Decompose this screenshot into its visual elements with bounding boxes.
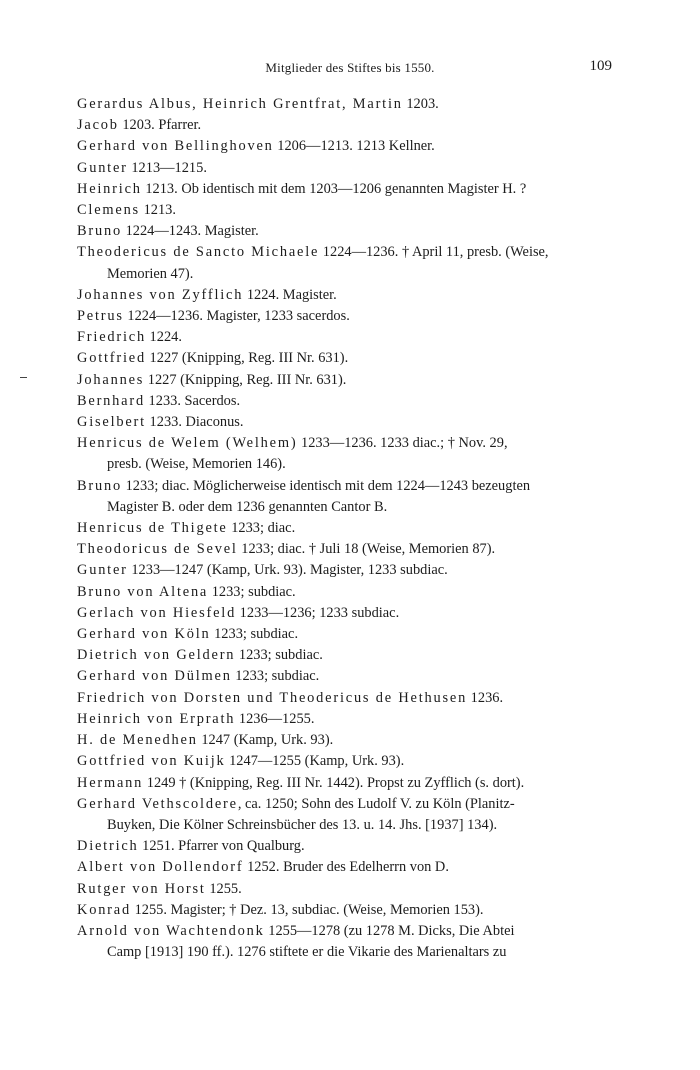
page-header [0, 58, 700, 80]
member-name: Theodericus de Sancto Michaele [77, 244, 320, 261]
member-name: Dietrich [77, 838, 139, 855]
member-details: 1206—1213. 1213 Kellner. [273, 138, 435, 155]
member-details: 1255. [205, 880, 242, 897]
member-name: Bruno [77, 477, 122, 494]
member-entry [77, 751, 615, 772]
member-details: , ca. 1250; Sohn des Ludolf V. zu Köln (Planitz- [237, 795, 515, 812]
member-entry [77, 582, 615, 603]
member-entry [77, 242, 615, 284]
member-entry [77, 158, 615, 179]
member-details: 1251. Pfarrer von Qualburg. [138, 838, 305, 855]
member-name: Gerardus Albus, Heinrich Grentfrat, Martin [77, 96, 403, 112]
member-details: 1213. [139, 202, 176, 219]
member-entry [77, 709, 615, 730]
member-details: 1233—1236. 1233 diac.; † Nov. 29, [297, 435, 508, 452]
member-details: 1247—1255 (Kamp, Urk. 93). [225, 753, 405, 770]
member-entry [77, 730, 615, 751]
member-details-continued: Magister B. oder dem 1236 genannten Cantor B. [107, 498, 388, 515]
member-name: Theodoricus de Sevel [77, 541, 238, 558]
member-details: 1233; subdiac. [208, 583, 296, 600]
member-details: 1233. Diaconus. [145, 414, 244, 431]
member-entry [77, 879, 615, 900]
member-details: 1233—1247 (Kamp, Urk. 93). Magister, 1233 subdiac. [127, 562, 448, 579]
member-name: Jacob [77, 117, 119, 134]
member-details: 1233—1236; 1233 subdiac. [236, 604, 400, 621]
member-name: Petrus [77, 308, 124, 325]
member-details: 1252. Bruder des Edelherrn von D. [243, 859, 449, 876]
member-name: Hermann [77, 774, 144, 791]
member-entry [77, 794, 615, 836]
member-details: 1255. Magister; † Dez. 13, subdiac. (Weise, Memorien 153). [130, 901, 484, 918]
member-details: 1236. [467, 689, 504, 706]
member-details-continued: Memorien 47). [107, 265, 194, 282]
member-details: 1224. Magister. [243, 286, 337, 303]
member-details: 1233; diac. [227, 520, 296, 537]
member-entry [77, 539, 615, 560]
member-entry [77, 179, 615, 200]
member-entry [77, 433, 615, 475]
member-name: Gerlach von Hiesfeld [77, 604, 237, 621]
member-entry [77, 603, 615, 624]
margin-mark [20, 377, 27, 378]
member-name: Gerhard von Köln [77, 626, 211, 643]
member-entry [77, 921, 615, 963]
member-name: Gunter [77, 159, 128, 176]
member-name: Bruno [77, 223, 122, 240]
member-details: 1227 (Knipping, Reg. III Nr. 631). [145, 350, 349, 367]
member-entry [77, 857, 615, 878]
member-name: Konrad [77, 901, 131, 918]
member-entry [77, 688, 615, 709]
member-entry [77, 645, 615, 666]
member-details: 1255—1278 (zu 1278 M. Dicks, Die Abtei [264, 922, 515, 939]
member-name: Bruno von Altena [77, 583, 209, 600]
member-name: Gottfried [77, 350, 146, 367]
member-details: 1224—1236. † April 11, presb. (Weise, [319, 244, 549, 261]
member-details: 1233; subdiac. [231, 668, 320, 685]
member-details: 1224—1243. Magister. [121, 223, 259, 240]
member-name: Gerhard von Bellinghoven [77, 138, 274, 155]
member-details: 1233; diac. Möglicherweise identisch mit dem 1224—1243 bezeugten [121, 477, 531, 494]
member-entry [77, 560, 615, 581]
member-entry [77, 836, 615, 857]
member-name: Johannes [77, 371, 145, 388]
member-entry [77, 900, 615, 921]
member-name: Friedrich [77, 329, 146, 346]
member-details: 1224. [145, 329, 182, 346]
member-entry [77, 327, 615, 348]
member-entry [77, 306, 615, 327]
member-details: 1213—1215. [127, 159, 207, 176]
member-details-continued: Camp [1913] 190 ff.). 1276 stiftete er die Vikarie des Marienaltars zu [107, 944, 507, 961]
member-entry [77, 348, 615, 369]
member-entry [77, 285, 615, 306]
member-name: Clemens [77, 202, 140, 219]
member-name: Friedrich von Dorsten und Theodericus de Hethusen [77, 689, 468, 706]
member-name: Bernhard [77, 392, 145, 409]
member-name: Gerhard von Dülmen [77, 668, 232, 685]
member-entry [77, 370, 615, 391]
member-name: Gerhard Vethscoldere [77, 795, 238, 812]
member-details: 1233; subdiac. [210, 626, 299, 643]
member-entry [77, 412, 615, 433]
member-name: Heinrich [77, 180, 142, 197]
member-details-continued: Buyken, Die Kölner Schreinsbücher des 13. u. 14. Jhs. [1937] 134). [107, 816, 498, 833]
member-name: Heinrich von Erprath [77, 710, 236, 727]
member-name: Giselbert [77, 414, 146, 431]
member-name: Albert von Dollendorf [77, 859, 244, 876]
member-name: Henricus de Welem (Welhem) [77, 435, 298, 452]
member-details: 1233; diac. † Juli 18 (Weise, Memorien 87). [237, 541, 496, 558]
member-details: 1236—1255. [235, 710, 315, 727]
member-details: 1247 (Kamp, Urk. 93). [197, 732, 334, 749]
page-number: 109 [589, 58, 612, 74]
running-title: Mitglieder des Stiftes bis 1550. [265, 60, 435, 75]
member-details: 1224—1236. Magister, 1233 sacerdos. [123, 308, 350, 325]
member-name: Henricus de Thigete [77, 520, 228, 537]
member-entry [77, 391, 615, 412]
member-details-continued: presb. (Weise, Memorien 146). [107, 456, 286, 473]
member-details: 1249 † (Knipping, Reg. III Nr. 1442). Propst zu Zyfflich (s. dort). [143, 774, 525, 791]
member-entry [77, 773, 615, 794]
member-name: Rutger von Horst [77, 880, 206, 897]
member-details: 1213. Ob identisch mit dem 1203—1206 genannten Magister H. ? [141, 180, 527, 197]
member-name: Dietrich von Geldern [77, 647, 236, 664]
member-entry [77, 518, 615, 539]
member-entry [77, 624, 615, 645]
member-entry [77, 94, 615, 115]
member-name: Johannes von Zyfflich [77, 286, 244, 303]
member-name: H. de Menedhen [77, 732, 198, 749]
member-entry [77, 476, 615, 518]
member-entry [77, 221, 615, 242]
member-entry [77, 136, 615, 157]
member-entry [77, 666, 615, 687]
member-details: 1227 (Knipping, Reg. III Nr. 631). [144, 371, 347, 388]
member-details: 1203. [402, 96, 439, 112]
member-name: Gunter [77, 562, 128, 579]
member-details: 1203. Pfarrer. [118, 117, 202, 134]
member-name: Arnold von Wachtendonk [77, 922, 265, 939]
member-name: Gottfried von Kuijk [77, 753, 226, 770]
member-entry [77, 200, 615, 221]
member-list [77, 94, 615, 963]
member-details: 1233. Sacerdos. [144, 392, 241, 409]
member-details: 1233; subdiac. [235, 647, 323, 664]
member-entry [77, 115, 615, 136]
